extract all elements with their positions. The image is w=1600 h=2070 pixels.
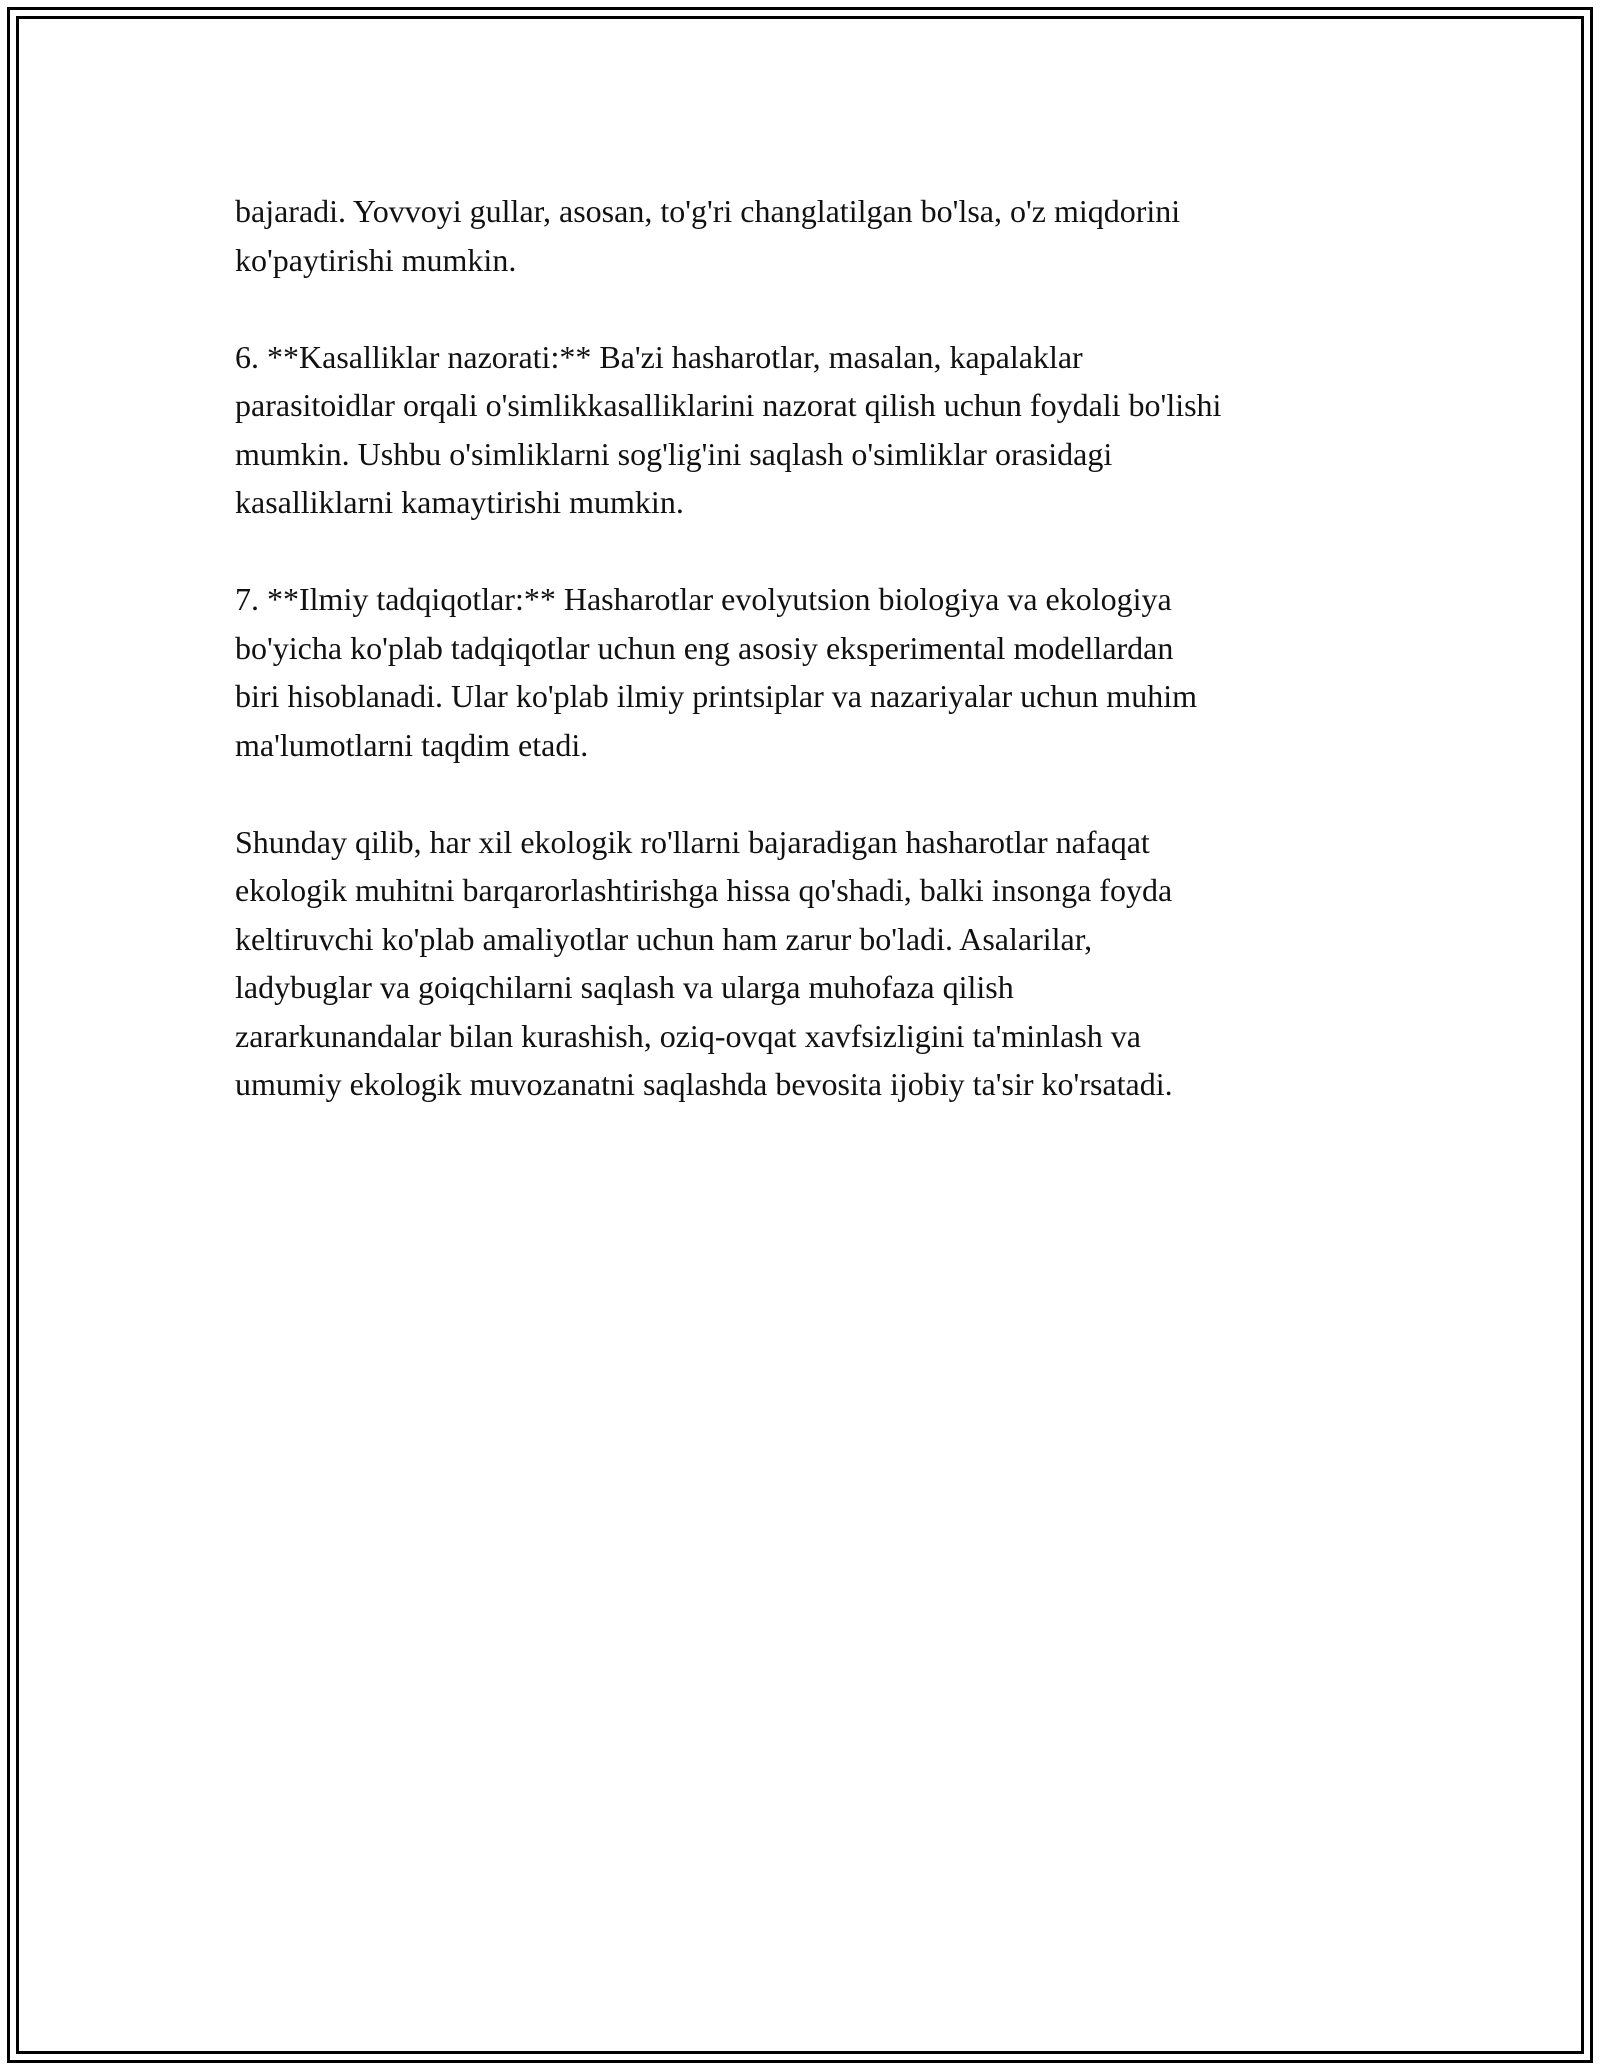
- text-line: ekologik muhitni barqarorlashtirishga hissa qo'shadi, balki insonga foyda: [235, 872, 1173, 908]
- text-line: biri hisoblanadi. Ular ko'plab ilmiy printsiplar va nazariyalar uchun muhim: [235, 678, 1197, 714]
- paragraph-disease-control: [235, 333, 1415, 527]
- text-line: ko'paytirishi mumkin.: [235, 241, 517, 278]
- text-line: mumkin. Ushbu o'simliklarni sog'lig'ini saqlash o'simliklar orasidagi: [235, 435, 1113, 472]
- text-line: ma'lumotlarni taqdim etadi.: [235, 726, 589, 763]
- text-line: bo'yicha ko'plab tadqiqotlar uchun eng asosiy eksperimental modellardan: [235, 629, 1174, 666]
- paragraph-pollination-continued: [235, 187, 1415, 284]
- paragraph-scientific-research: [235, 575, 1415, 769]
- text-line: bajaradi. Yovvoyi gullar, asosan, to'g'ri changlatilgan bo'lsa, o'z miqdorini: [235, 193, 1181, 229]
- text-line: kasalliklarni kamaytirishi mumkin.: [235, 484, 684, 520]
- text-line: parasitoidlar orqali o'simlikkasalliklarini nazorat qilish uchun foydali bo'lishi: [235, 387, 1222, 423]
- text-line: 6. **Kasalliklar nazorati:** Ba'zi hasharotlar, masalan, kapalaklar: [235, 338, 1083, 375]
- text-line: keltiruvchi ko'plab amaliyotlar uchun ham zarur bo'ladi. Asalarilar,: [235, 920, 1093, 957]
- text-line: Shunday qilib, har xil ekologik ro'llarni bajaradigan hasharotlar nafaqat: [235, 823, 1150, 860]
- document-body: [235, 187, 1415, 1157]
- text-line: ladybuglar va goiqchilarni saqlash va ularga muhofaza qilish: [235, 969, 1014, 1005]
- text-line: zararkunandalar bilan kurashish, oziq-ovqat xavfsizligini ta'minlash va: [235, 1017, 1141, 1054]
- paragraph-conclusion: [235, 818, 1415, 1109]
- text-line: 7. **Ilmiy tadqiqotlar:** Hasharotlar evolyutsion biologiya va ekologiya: [235, 581, 1172, 617]
- text-line: umumiy ekologik muvozanatni saqlashda bevosita ijobiy ta'sir ko'rsatadi.: [235, 1066, 1173, 1102]
